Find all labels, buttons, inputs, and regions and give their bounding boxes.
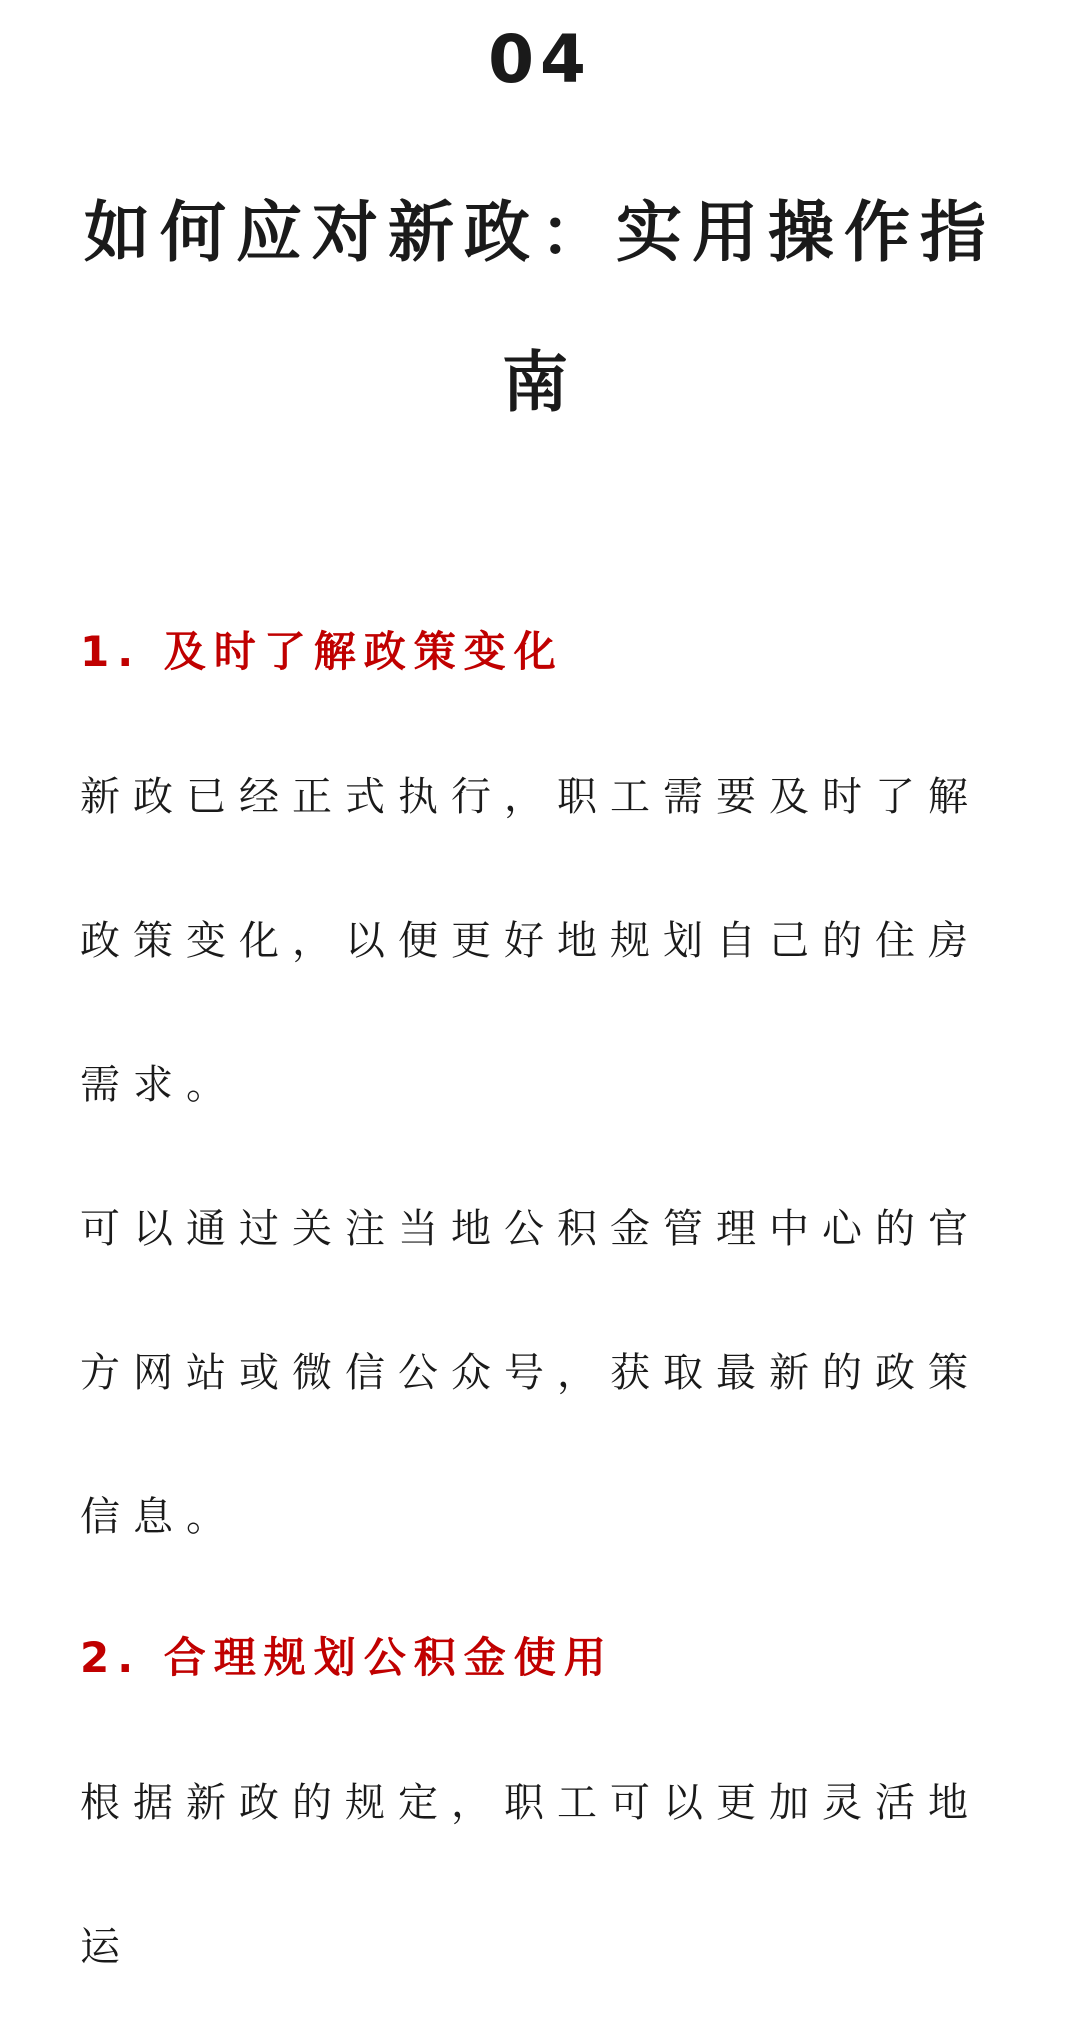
paragraph: 可以通过关注当地公积金管理中心的官方网站或微信公众号，获取最新的政策信息。 — [80, 1206, 981, 1540]
section-number: 04 — [488, 21, 592, 98]
paragraph: 根据新政的规定，职工可以更加灵活地运 — [80, 1780, 981, 1970]
section-title: 如何应对新政：实用操作指南 — [84, 194, 996, 421]
paragraph: 新政已经正式执行，职工需要及时了解政策变化，以便更好地规划自己的住房需求。 — [80, 774, 981, 1108]
subheading-1: 1. 及时了解政策变化 — [80, 627, 564, 676]
subheading-2: 2. 合理规划公积金使用 — [80, 1633, 614, 1682]
